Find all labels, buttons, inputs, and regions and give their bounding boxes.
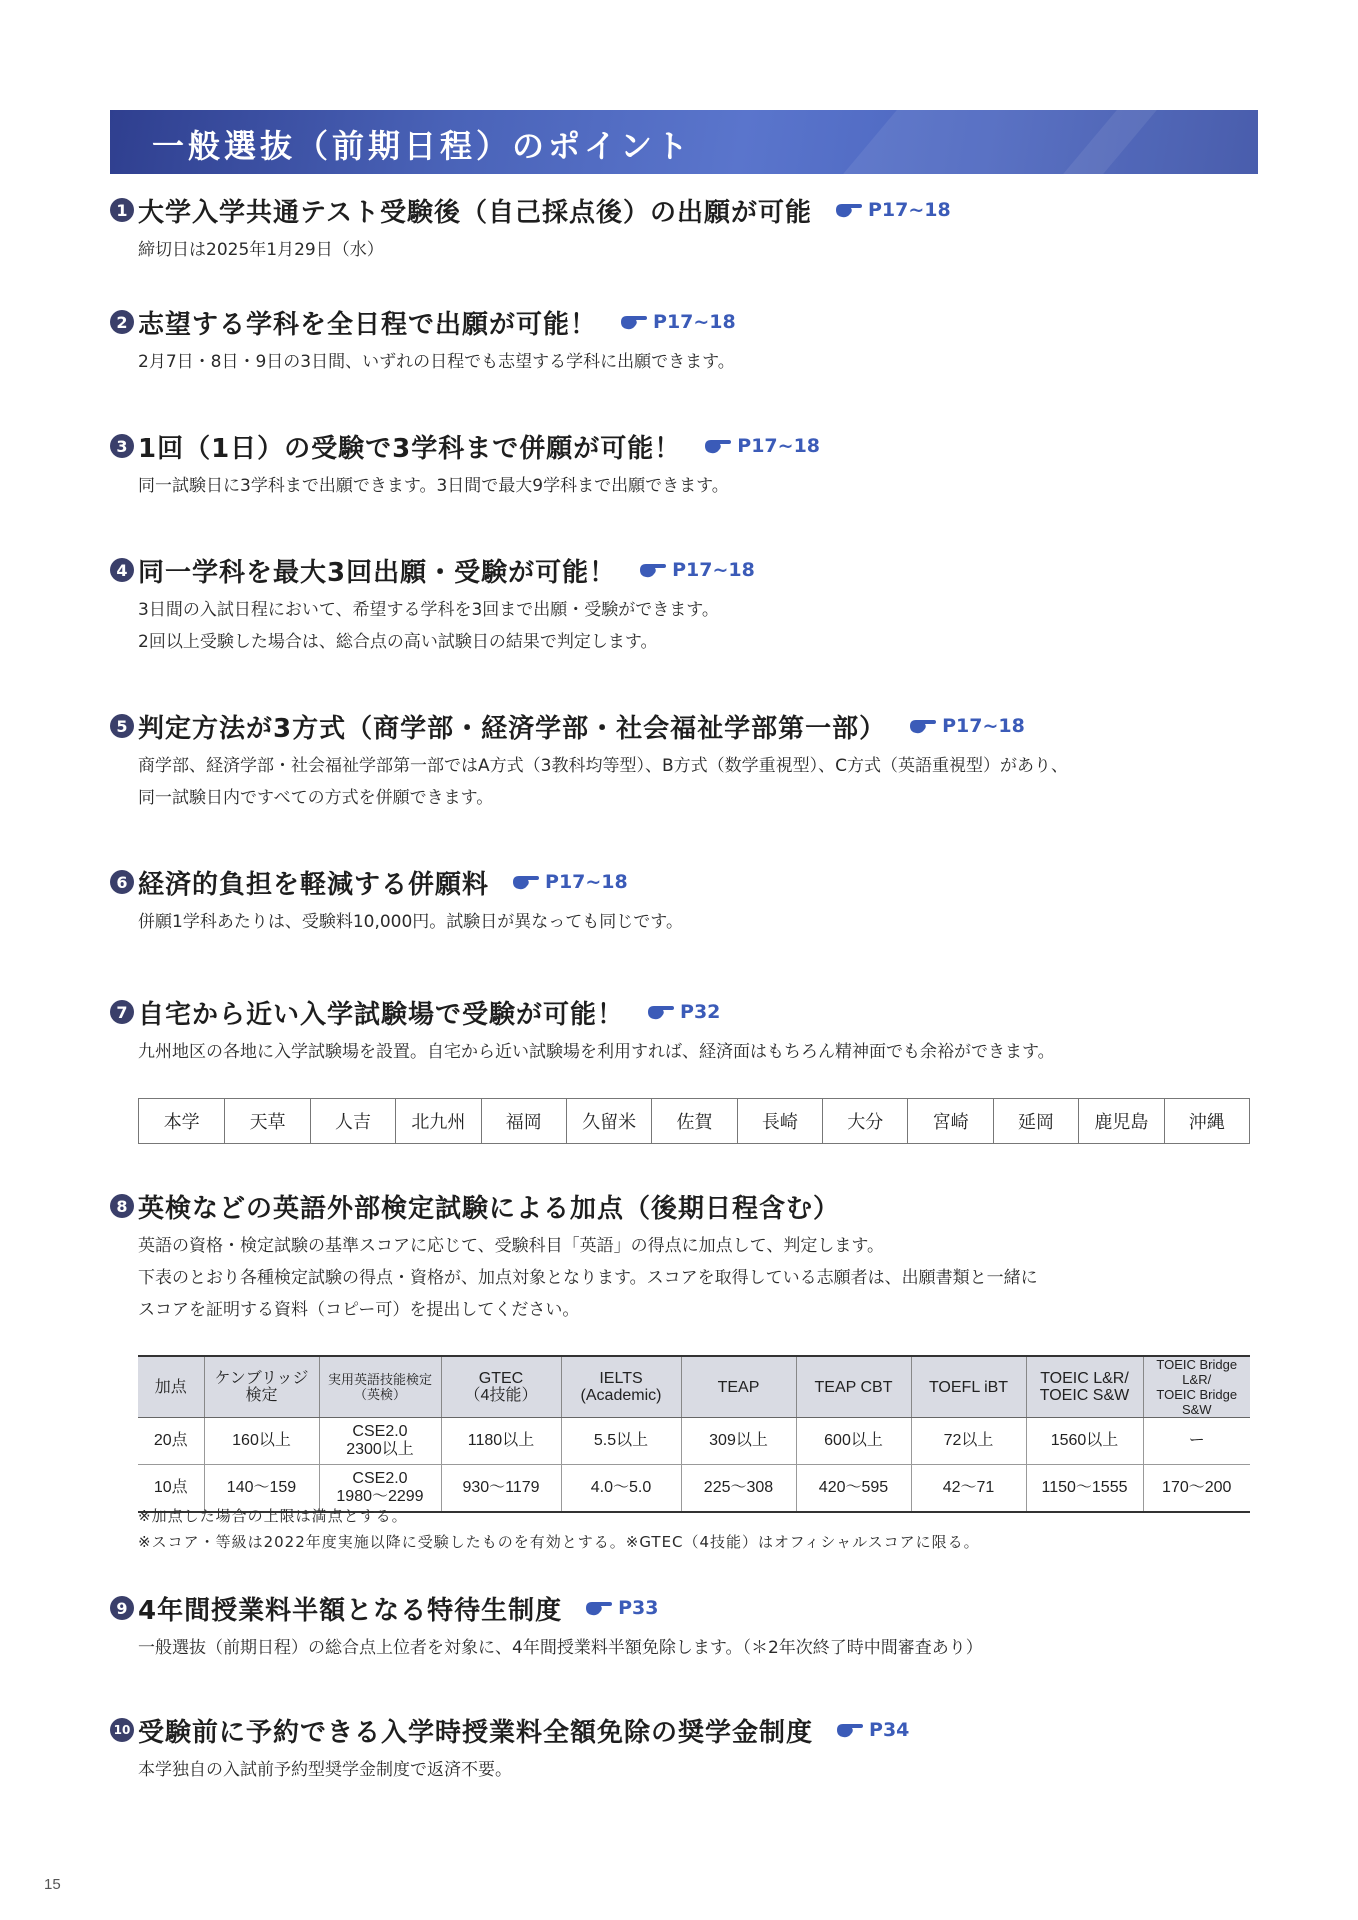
page-reference[interactable] [584,1597,658,1619]
venue-cell: 佐賀 [651,1099,736,1143]
pointing-hand-icon [584,1598,612,1618]
note-line: ※スコア・等級は2022年度実施以降に受験したものを有効とする。※GTEC（4技能）はオフィシャルスコアに限る。 [138,1533,980,1551]
page-reference[interactable] [834,199,951,221]
point-heading [110,864,1260,900]
venue-cell: 人吉 [310,1099,395,1143]
body-line: スコアを証明する資料（コピー可）を提出してください。 [138,1300,580,1320]
header-cell: TEAP [681,1356,796,1418]
table-cell: CSE2.0 2300以上 [319,1418,441,1465]
point-9 [110,1590,1260,1664]
venue-cell: 大分 [822,1099,907,1143]
table-cell: 1560以上 [1026,1418,1143,1465]
table-notes [138,1503,980,1555]
body-line: 一般選抜（前期日程）の総合点上位者を対象に、4年間授業料半額免除します。（＊2年次終了時中間審査あり） [138,1638,983,1658]
reference-text: P34 [869,1719,910,1741]
venue-cell: 宮崎 [907,1099,992,1143]
body-line: 2回以上受験した場合は、総合点の高い試験日の結果で判定します。 [138,632,658,652]
table-cell: 309以上 [681,1418,796,1465]
body-line: 九州地区の各地に入学試験場を設置。自宅から近い試験場を利用すれば、経済面はもちろん精神面でも余裕ができます。 [138,1042,1055,1062]
heading-text: 経済的負担を軽減する併願料 [138,869,490,900]
pointing-hand-icon [834,200,862,220]
pointing-hand-icon [646,1002,674,1022]
body-line: 英語の資格・検定試験の基準スコアに応じて、受験科目「英語」の得点に加点して、判定します。 [138,1236,884,1256]
point-heading [110,708,1260,744]
venue-cell: 鹿児島 [1078,1099,1163,1143]
table-cell: 420〜595 [796,1465,911,1513]
heading-text: 4年間授業料半額となる特待生制度 [138,1595,563,1626]
point-heading [110,552,1260,588]
page-reference[interactable] [646,1001,720,1023]
point-3 [110,428,1260,502]
header-cell: 実用英語技能検定 （英検） [319,1356,441,1418]
pointing-hand-icon [511,872,539,892]
point-1 [110,192,1260,266]
body-line: 併願1学科あたりは、受験料10,000円。試験日が異なっても同じです。 [138,912,683,932]
table-cell: 930〜1179 [441,1465,561,1513]
point-6 [110,864,1260,938]
point-8 [110,1188,1260,1326]
table-header-row [138,1356,1250,1418]
pointing-hand-icon [908,716,936,736]
pointing-hand-icon [619,312,647,332]
body-line: 下表のとおり各種検定試験の得点・資格が、加点対象となります。スコアを取得している志願者は、出願書類と一緒に [138,1268,1038,1288]
number-badge: 2 [110,310,134,334]
venue-cell: 北九州 [395,1099,480,1143]
point-heading [110,1590,1260,1626]
number-badge: 9 [110,1596,134,1620]
point-heading [110,1712,1260,1748]
point-body [138,1230,1260,1326]
table-cell: 170〜200 [1143,1465,1250,1513]
page-reference[interactable] [908,715,1025,737]
pointing-hand-icon [638,560,666,580]
number-badge: 3 [110,434,134,458]
page-reference[interactable] [511,871,628,893]
body-line: 本学独自の入試前予約型奨学金制度で返済不要。 [138,1760,512,1780]
table-cell: 4.0〜5.0 [561,1465,681,1513]
body-line: 商学部、経済学部・社会福祉学部第一部ではA方式（3教科均等型）、B方式（数学重視型）、C方式（英語重視型）があり、 [138,756,1068,776]
number-badge: 10 [110,1718,134,1742]
point-body [138,470,1260,502]
section-banner [110,110,1258,174]
table-cell: 42〜71 [911,1465,1026,1513]
number-badge: 1 [110,198,134,222]
page-reference[interactable] [703,435,820,457]
point-body [138,750,1260,814]
number-badge: 4 [110,558,134,582]
body-line: 締切日は2025年1月29日（水） [138,240,384,260]
point-body [138,1036,1260,1068]
header-cell: TEAP CBT [796,1356,911,1418]
venue-cell: 沖縄 [1164,1099,1249,1143]
point-5 [110,708,1260,814]
number-badge: 5 [110,714,134,738]
point-body [138,906,1260,938]
reference-text: P17~18 [737,435,821,457]
header-cell: 加点 [138,1356,204,1418]
table-cell: ー [1143,1418,1250,1465]
table-cell: 600以上 [796,1418,911,1465]
pointing-hand-icon [835,1720,863,1740]
table-cell: 72以上 [911,1418,1026,1465]
reference-text: P17~18 [653,311,736,333]
heading-text: 同一学科を最大3回出願・受験が可能！ [138,557,617,588]
body-line: 2月7日・8日・9日の3日間、いずれの日程でも志望する学科に出願できます。 [138,352,735,372]
venue-cell: 福岡 [481,1099,566,1143]
table-cell: 225〜308 [681,1465,796,1513]
heading-text: 英検などの英語外部検定試験による加点（後期日程含む） [138,1193,841,1224]
body-line: 同一試験日内ですべての方式を併願できます。 [138,788,494,808]
body-line: 同一試験日に3学科まで出願できます。3日間で最大9学科まで出願できます。 [138,476,729,496]
header-cell: TOEIC Bridge L&R/ TOEIC Bridge S&W [1143,1356,1250,1418]
point-body [138,346,1260,378]
point-7 [110,994,1260,1068]
reference-text: P17~18 [942,715,1025,737]
table-row [138,1418,1250,1465]
venue-table [138,1098,1250,1144]
reference-text: P33 [618,1597,659,1619]
venue-cell: 長崎 [737,1099,822,1143]
reference-text: P17~18 [545,871,628,893]
pointing-hand-icon [703,436,731,456]
note-line: ※加点した場合の上限は満点とする。 [138,1507,408,1525]
table-cell: 1180以上 [441,1418,561,1465]
point-heading [110,1188,1260,1224]
page-reference[interactable] [619,311,736,333]
number-badge: 8 [110,1194,134,1218]
table-cell: 140〜159 [204,1465,319,1513]
heading-text: 自宅から近い入学試験場で受験が可能！ [138,999,625,1030]
header-cell: IELTS (Academic) [561,1356,681,1418]
heading-text: 受験前に予約できる入学時授業料全額免除の奨学金制度 [138,1717,814,1748]
banner-title: 一般選抜（前期日程）のポイント [152,127,693,165]
table-cell: 5.5以上 [561,1418,681,1465]
reference-text: P32 [680,1001,721,1023]
venue-cell: 天草 [224,1099,309,1143]
venue-cell: 久留米 [566,1099,651,1143]
point-body [138,1632,1260,1664]
point-heading [110,994,1260,1030]
table-cell: 20点 [138,1418,204,1465]
point-2 [110,304,1260,378]
venue-cell: 本学 [163,1112,200,1133]
table-cell: 10点 [138,1465,204,1513]
reference-text: P17~18 [867,199,951,221]
page-reference[interactable] [835,1719,909,1741]
reference-text: P17~18 [672,559,755,581]
heading-text: 1回（1日）の受験で3学科まで併願が可能！ [138,433,682,464]
point-10 [110,1712,1260,1786]
point-heading [110,304,1260,340]
header-cell: TOEIC L&R/ TOEIC S&W [1026,1356,1143,1418]
page-reference[interactable] [638,559,755,581]
page-number: 15 [44,1876,61,1893]
heading-text: 判定方法が3方式（商学部・経済学部・社会福祉学部第一部） [138,713,887,744]
heading-text: 志望する学科を全日程で出願が可能！ [138,309,598,340]
table-cell: CSE2.0 1980〜2299 [319,1465,441,1513]
point-body [138,594,1260,658]
header-cell: GTEC （4技能） [441,1356,561,1418]
point-4 [110,552,1260,658]
table-cell: 1150〜1555 [1026,1465,1143,1513]
point-body [138,234,1260,266]
score-conversion-table [138,1355,1250,1513]
table-cell: 160以上 [204,1418,319,1465]
header-cell: ケンブリッジ 検定 [204,1356,319,1418]
body-line: 3日間の入試日程において、希望する学科を3回まで出願・受験ができます。 [138,600,719,620]
point-heading [110,192,1260,228]
point-body [138,1754,1260,1786]
number-badge: 6 [110,870,134,894]
number-badge: 7 [110,1000,134,1024]
header-cell: TOEFL iBT [911,1356,1026,1418]
venue-cell: 延岡 [993,1099,1078,1143]
point-heading [110,428,1260,464]
heading-text: 大学入学共通テスト受験後（自己採点後）の出願が可能 [138,197,812,228]
